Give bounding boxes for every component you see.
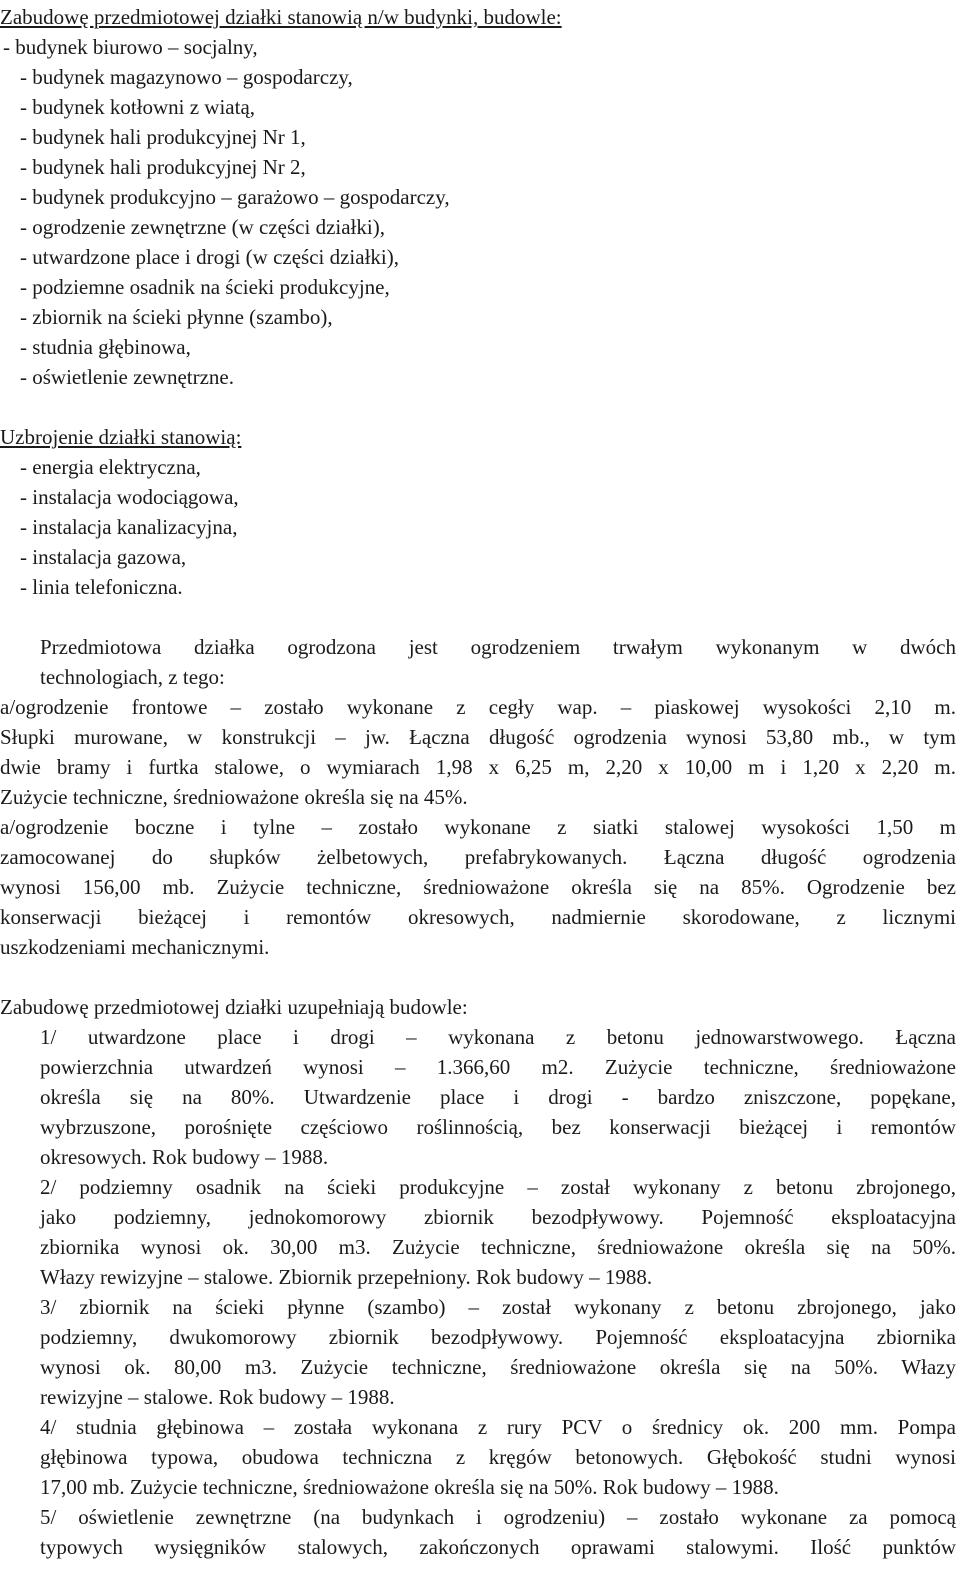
paragraph-line: Zużycie techniczne, średnioważone określa się na 45%. — [0, 785, 468, 809]
list-item: - utwardzone place i drogi (w części działki), — [20, 245, 399, 269]
list-item: - ogrodzenie zewnętrzne (w części działki), — [20, 215, 385, 239]
paragraph-line: 1/ utwardzone place i drogi – wykonana z betonu jednowarstwowego. Łączna — [40, 1025, 956, 1049]
list-item: - linia telefoniczna. — [20, 575, 183, 599]
list-item: - energia elektryczna, — [20, 455, 201, 479]
paragraph-line: okresowych. Rok budowy – 1988. — [40, 1145, 329, 1169]
paragraph-line: powierzchnia utwardzeń wynosi – 1.366,60 m2. Zużycie techniczne, średnioważone — [40, 1055, 956, 1079]
paragraph-line: a/ogrodzenie boczne i tylne – zostało wykonane z siatki stalowej wysokości 1,50 m — [0, 815, 956, 839]
list-item: - studnia głębinowa, — [20, 335, 191, 359]
list-item: - oświetlenie zewnętrzne. — [20, 365, 234, 389]
paragraph-line: konserwacji bieżącej i remontów okresowych, nadmiernie skorodowane, z licznymi — [0, 905, 956, 929]
list-item: - instalacja wodociągowa, — [20, 485, 239, 509]
paragraph-line: a/ogrodzenie frontowe – zostało wykonane z cegły wap. – piaskowej wysokości 2,10 m. — [0, 695, 956, 719]
paragraph-line: 5/ oświetlenie zewnętrzne (na budynkach i ogrodzeniu) – zostało wykonane za pomocą — [40, 1505, 956, 1529]
list-item: - budynek magazynowo – gospodarczy, — [20, 65, 353, 89]
paragraph-line: technologiach, z tego: — [40, 665, 225, 689]
paragraph-line: zbiornika wynosi ok. 30,00 m3. Zużycie techniczne, średnioważone określa się na 50%. — [40, 1235, 956, 1259]
paragraph-line: wybrzuszone, porośnięte częściowo roślinnością, bez konserwacji bieżącej i remontów — [40, 1115, 956, 1139]
paragraph-line: 4/ studnia głębinowa – została wykonana z rury PCV o średnicy ok. 200 mm. Pompa — [40, 1415, 956, 1439]
paragraph-line: wynosi 156,00 mb. Zużycie techniczne, średnioważone określa się na 85%. Ogrodzenie bez — [0, 875, 956, 899]
paragraph-line: uszkodzeniami mechanicznymi. — [0, 935, 270, 959]
paragraph-line: zamocowanej do słupków żelbetowych, prefabrykowanych. Łączna długość ogrodzenia — [0, 845, 956, 869]
paragraph-line: wynosi ok. 80,00 m3. Zużycie techniczne, średnioważone określa się na 50%. Włazy — [40, 1355, 956, 1379]
paragraph-line: rewizyjne – stalowe. Rok budowy – 1988. — [40, 1385, 395, 1409]
list-item: - podziemne osadnik na ścieki produkcyjne, — [20, 275, 390, 299]
paragraph-line: określa się na 80%. Utwardzenie place i drogi - bardzo zniszczone, popękane, — [40, 1085, 956, 1109]
paragraph-line: typowych wysięgników stalowych, zakończonych oprawami stalowymi. Ilość punktów — [40, 1535, 956, 1559]
list-item: - budynek produkcyjno – garażowo – gospodarczy, — [20, 185, 450, 209]
paragraph-line: 3/ zbiornik na ścieki płynne (szambo) – został wykonany z betonu zbrojonego, jako — [40, 1295, 956, 1319]
list-item: - budynek biurowo – socjalny, — [3, 35, 258, 59]
paragraph-line: 17,00 mb. Zużycie techniczne, średnioważone określa się na 50%. Rok budowy – 1988. — [40, 1475, 779, 1499]
list-item: - budynek hali produkcyjnej Nr 1, — [20, 125, 306, 149]
section2-heading: Uzbrojenie działki stanowią: — [0, 425, 242, 449]
paragraph-line: głębinowa typowa, obudowa techniczna z kręgów betonowych. Głębokość studni wynosi — [40, 1445, 956, 1469]
list-item: - budynek hali produkcyjnej Nr 2, — [20, 155, 306, 179]
list-item: - instalacja kanalizacyjna, — [20, 515, 238, 539]
list-item: - zbiornik na ścieki płynne (szambo), — [20, 305, 333, 329]
list-item: - instalacja gazowa, — [20, 545, 187, 569]
section1-heading: Zabudowę przedmiotowej działki stanowią n/w budynki, budowle: — [0, 5, 562, 29]
paragraph-line: Przedmiotowa działka ogrodzona jest ogrodzeniem trwałym wykonanym w dwóch — [40, 635, 956, 659]
paragraph-line: podziemny, dwukomorowy zbiornik bezodpływowy. Pojemność eksploatacyjna zbiornika — [40, 1325, 956, 1349]
paragraph-line: dwie bramy i furtka stalowe, o wymiarach 1,98 x 6,25 m, 2,20 x 10,00 m i 1,20 x 2,20 m. — [0, 755, 956, 779]
paragraph-line: Słupki murowane, w konstrukcji – jw. Łączna długość ogrodzenia wynosi 53,80 mb., w tym — [0, 725, 956, 749]
paragraph-line: jako podziemny, jednokomorowy zbiornik bezodpływowy. Pojemność eksploatacyjna — [40, 1205, 956, 1229]
paragraph-line: Włazy rewizyjne – stalowe. Zbiornik przepełniony. Rok budowy – 1988. — [40, 1265, 653, 1289]
section4-heading: Zabudowę przedmiotowej działki uzupełniają budowle: — [0, 995, 468, 1019]
paragraph-line: 2/ podziemny osadnik na ścieki produkcyjne – został wykonany z betonu zbrojonego, — [40, 1175, 956, 1199]
list-item: - budynek kotłowni z wiatą, — [20, 95, 256, 119]
